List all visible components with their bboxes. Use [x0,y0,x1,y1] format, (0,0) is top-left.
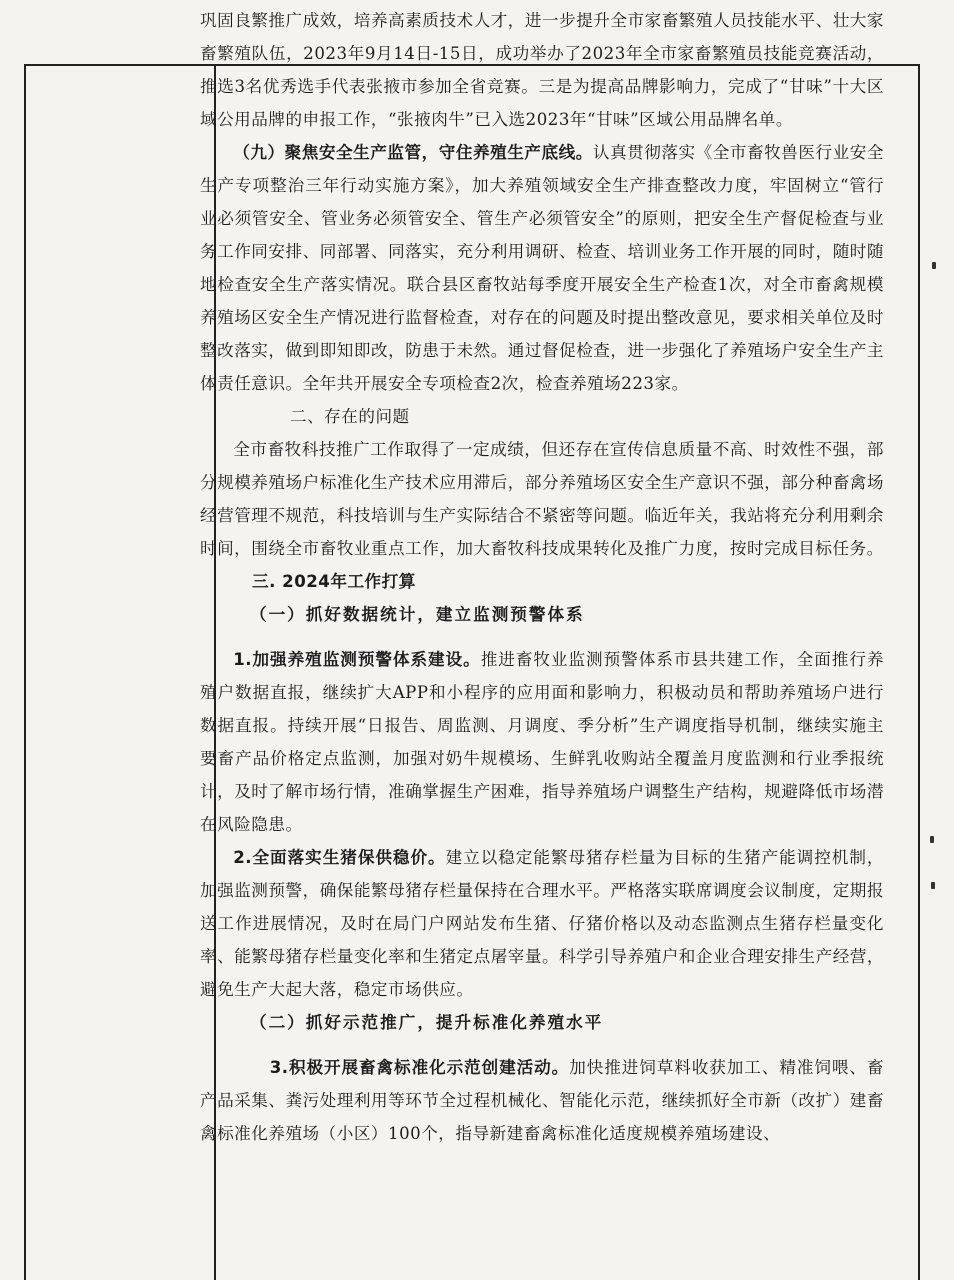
item-one [200,643,884,841]
item-three-body: 加快推进饲草料收获加工、精准饲喂、畜产品采集、粪污处理利用等环节全过程机械化、智能化示范，继续抓好全市新（改扩）建畜禽标准化养殖场（小区）100个，指导新建畜禽标准化适度规模养殖场建设、 [200,1058,884,1143]
continued-paragraph: 巩固良繁推广成效，培养高素质技术人才，进一步提升全市家畜繁殖人员技能水平、壮大家畜繁殖队伍，2023年9月14日-15日，成功举办了2023年全市家畜繁殖员技能竞赛活动，推选3名优秀选手代表张掖市参加全省竞赛。三是为提高品牌影响力，完成了“甘味”十大区域公用品牌的申报工作，“张掖肉牛”已入选2023年“甘味”区域公用品牌名单。 [200,11,884,129]
paragraph-nine-heading: （九）聚焦安全生产监管，守住养殖生产底线。 [233,143,593,162]
paragraph-nine-body: 认真贯彻落实《全市畜牧兽医行业安全生产专项整治三年行动实施方案》，加大养殖领域安全生产排查整改力度，牢固树立“管行业必须管安全、管业务必须管安全、管生产必须管安全”的原则，把安全生产督促检查与业务工作同安排、同部署、同落实，充分利用调研、检查、培训业务工作开展的同时，随时随地检查安全生产落实情况。联合县区畜牧站每季度开展安全生产检查1次，对全市畜禽规模养殖场区安全生产情况进行监督检查，对存在的问题及时提出整改意见，要求相关单位及时整改落实，做到即知即改，防患于未然。通过督促检查，进一步强化了养殖场户安全生产主体责任意识。全年共开展安全专项检查2次，检查养殖场223家。 [200,143,885,393]
section-three-title: 三. 2024年工作打算 [252,572,416,591]
item-two-body: 建立以稳定能繁母猪存栏量为目标的生猪产能调控机制，加强监测预警，确保能繁母猪存栏量保持在合理水平。严格落实联席调度会议制度，定期报送工作进展情况，及时在局门户网站发布生猪、仔猪价格以及动态监测点生猪存栏量变化率、能繁母猪存栏量变化率和生猪定点屠宰量。科学引导养殖户和企业合理安排生产经营，避免生产大起大落，稳定市场供应。 [200,848,884,999]
section-three-subheading-two: （二）抓好示范推广，提升标准化养殖水平 [250,1012,604,1032]
paragraph-nine [200,136,884,400]
item-one-heading: 1.加强养殖监测预警体系建设。 [233,650,481,669]
scan-speck [930,836,934,843]
item-one-body: 推进畜牧业监测预警体系市县共建工作，全面推行养殖户数据直报，继续扩大APP和小程序的应用面和影响力，积极动员和帮助养殖场户进行数据直报。持续开展“日报告、周监测、月调度、季分析”生产调度指导机制，继续实施主要畜产品价格定点监测，加强对奶牛规模场、生鲜乳收购站全覆盖月度监测和行业季报统计，及时了解市场行情，准确掌握生产困难，指导养殖场户调整生产结构，规避降低市场潜在风险隐患。 [200,650,884,834]
section-two-body: 全市畜牧科技推广工作取得了一定成绩，但还存在宣传信息质量不高、时效性不强，部分规模养殖场户标准化生产技术应用滞后，部分养殖场区安全生产意识不强，部分种畜禽场经营管理不规范，科技培训与生产实际结合不紧密等问题。临近年关，我站将充分利用剩余时间，围绕全市畜牧业重点工作，加大畜牧科技成果转化及推广力度，按时完成目标任务。 [200,440,884,558]
spacer [200,631,884,643]
item-two-heading: 2.全面落实生猪保供稳价。 [233,848,446,867]
scan-speck [932,262,936,269]
item-three [200,1051,884,1150]
table-left-column [26,66,216,1280]
section-three-subheading-one: （一）抓好数据统计，建立监测预警体系 [250,604,585,624]
document-body [200,4,884,1150]
spacer [200,1039,884,1051]
item-two [200,841,884,1006]
item-three-heading: 3.积极开展畜禽标准化示范创建活动。 [269,1058,570,1077]
section-two-title: 二、存在的问题 [290,407,410,426]
scan-speck [931,882,935,889]
